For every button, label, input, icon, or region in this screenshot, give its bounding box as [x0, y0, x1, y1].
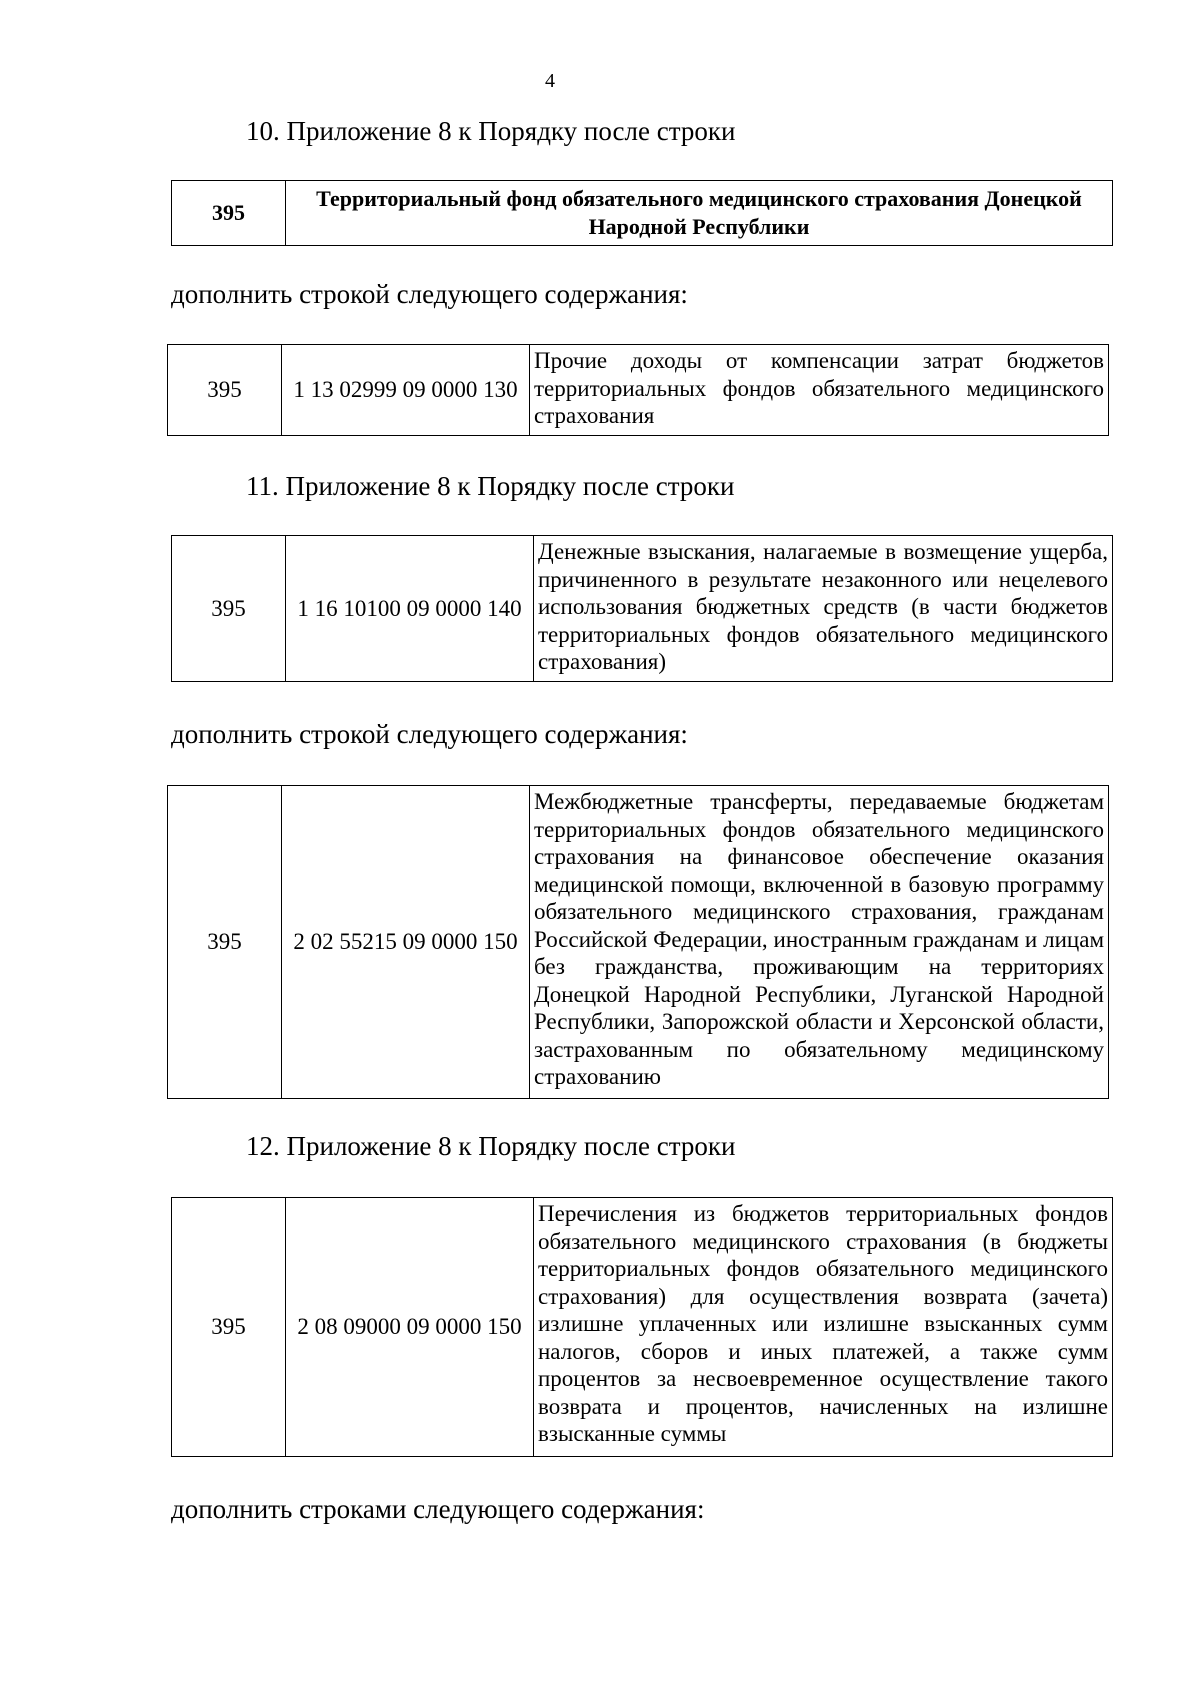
page-number: 4 — [545, 70, 555, 92]
item-10-intro: 10. Приложение 8 к Порядку после строки — [246, 116, 736, 146]
item-10-new-row-admin: 395 — [168, 345, 282, 436]
item-12-after-row-kbk: 2 08 09000 09 0000 150 — [286, 1198, 534, 1457]
item-11-after-row-admin: 395 — [172, 536, 286, 682]
header-row-name: Территориальный фонд обязательного медицинского страхования Донецкой Народной Республики — [286, 181, 1113, 246]
header-row-code: 395 — [172, 181, 286, 246]
item-11-new-row-admin: 395 — [168, 786, 282, 1099]
header-row-table — [171, 180, 1113, 246]
item-11-instruction: дополнить строкой следующего содержания: — [171, 719, 688, 749]
item-11-new-row-kbk: 2 02 55215 09 0000 150 — [282, 786, 530, 1099]
item-10-new-row-table — [167, 344, 1109, 436]
item-11-after-row-description: Денежные взыскания, налагаемые в возмещение ущерба, причиненного в результате незаконного или нецелевого использования бюджетных средств (в части бюджетов территориальных фондов обязательного медицинского страхования) — [534, 536, 1113, 682]
item-12-instruction: дополнить строками следующего содержания: — [171, 1494, 705, 1524]
item-12-intro: 12. Приложение 8 к Порядку после строки — [246, 1131, 736, 1161]
item-11-new-row-description: Межбюджетные трансферты, передаваемые бюджетам территориальных фондов обязательного медицинского страхования на финансовое обеспечение оказания медицинской помощи, включенной в базовую программу обязательного медицинского страхования, гражданам Российской Федерации, иностранным гражданам и лицам без гражданства, проживающим на территориях Донецкой Народной Республики, Луганской Народной Республики, Запорожской области и Херсонской области, застрахованным по обязательному медицинскому страхованию — [530, 786, 1109, 1099]
item-11-after-row-kbk: 1 16 10100 09 0000 140 — [286, 536, 534, 682]
item-10-instruction: дополнить строкой следующего содержания: — [171, 279, 688, 309]
item-11-after-row-table — [171, 535, 1113, 682]
item-12-after-row-description: Перечисления из бюджетов территориальных фондов обязательного медицинского страхования (в бюджеты территориальных фондов обязательного медицинского страхования) для осуществления возврата (зачета) излишне уплаченных или излишне взысканных сумм налогов, сборов и иных платежей, а также сумм процентов за несвоевременное осуществление такого возврата и процентов, начисленных на излишне взысканные суммы — [534, 1198, 1113, 1457]
item-12-after-row-table — [171, 1197, 1113, 1457]
item-10-new-row-kbk: 1 13 02999 09 0000 130 — [282, 345, 530, 436]
item-12-after-row-admin: 395 — [172, 1198, 286, 1457]
item-10-new-row-description: Прочие доходы от компенсации затрат бюджетов территориальных фондов обязательного медицинского страхования — [530, 345, 1109, 436]
item-11-new-row-table — [167, 785, 1109, 1099]
item-11-intro: 11. Приложение 8 к Порядку после строки — [246, 471, 735, 501]
